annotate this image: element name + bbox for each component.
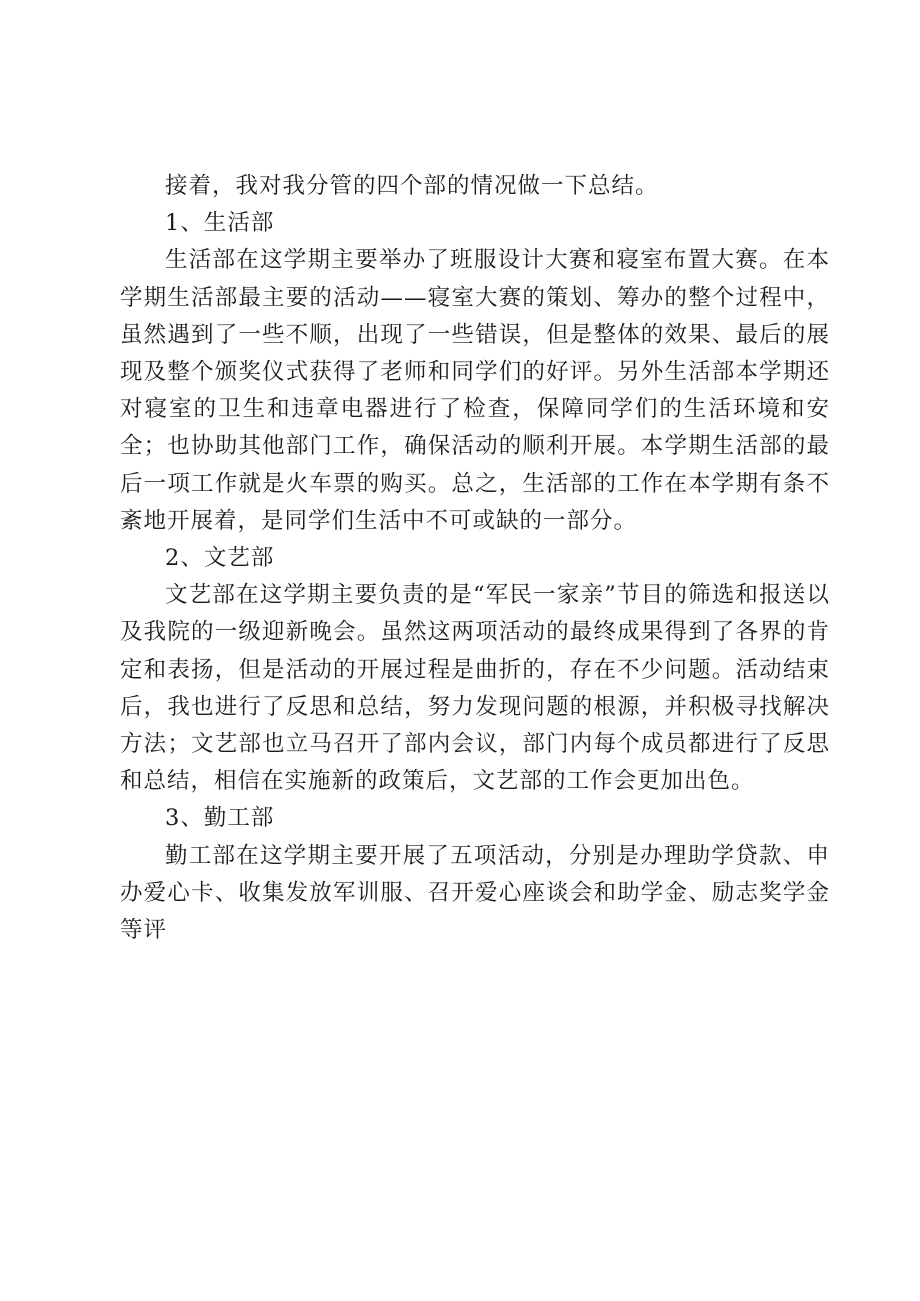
- section-heading-life: 1、生活部: [165, 210, 275, 237]
- section-body-life: 生活部在这学期主要举办了班服设计大赛和寝室布置大赛。在本学期生活部最主要的活动——寝室大赛的策划、筹办的整个过程中，虽然遇到了一些不顺，出现了一些错误，但是整体的效果、最后的展现及整个颁奖仪式获得了老师和同学们的好评。另外生活部本学期还对寝室的卫生和违章电器进行了检查，保障同学们的生活环境和安全；也协助其他部门工作，确保活动的顺利开展。本学期生活部的最后一项工作就是火车票的购买。总之，生活部的工作在本学期有条不紊地开展着，是同学们生活中不可或缺的一部分。: [120, 247, 830, 534]
- section-heading-arts: 2、文艺部: [165, 545, 275, 572]
- section-body-work-study: 勤工部在这学期主要开展了五项活动，分别是办理助学贷款、申办爱心卡、收集发放军训服、召开爱心座谈会和助学金、励志奖学金等评: [120, 842, 830, 944]
- document-body: [120, 168, 830, 949]
- section-body-arts: 文艺部在这学期主要负责的是“军民一家亲”节目的筛选和报送以及我院的一级迎新晚会。虽然这两项活动的最终成果得到了各界的肯定和表扬，但是活动的开展过程是曲折的，存在不少问题。活动结束后，我也进行了反思和总结，努力发现问题的根源，并积极寻找解决方法；文艺部也立马召开了部内会议，部门内每个成员都进行了反思和总结，相信在实施新的政策后，文艺部的工作会更加出色。: [120, 582, 830, 795]
- section-heading-work-study: 3、勤工部: [165, 805, 275, 832]
- intro-paragraph: 接着，我对我分管的四个部的情况做一下总结。: [165, 173, 659, 199]
